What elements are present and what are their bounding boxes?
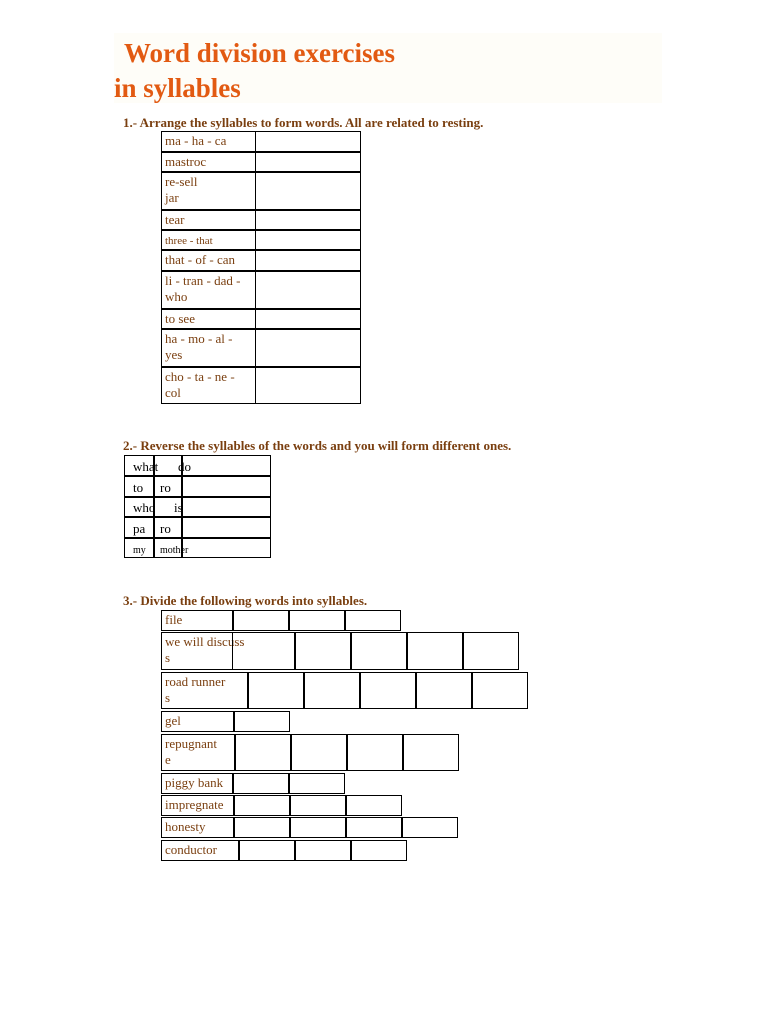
word-cell [161, 711, 234, 732]
second-syllable: ro [160, 521, 171, 536]
syllable-box[interactable] [234, 817, 290, 838]
syllable-box[interactable] [295, 632, 351, 670]
syllables-cell: to see [161, 309, 256, 329]
syllable-box[interactable] [360, 672, 416, 709]
syllables-cell: cho - ta - ne - col [161, 367, 256, 404]
syllables-cell: ma - ha - ca [161, 131, 256, 152]
syllables-cell: that - of - can [161, 250, 256, 271]
syllable-box[interactable] [290, 795, 346, 816]
answer-cell[interactable] [255, 250, 361, 271]
syllable-box[interactable] [234, 795, 290, 816]
word-text: gel [165, 713, 181, 728]
first-syllable: my [133, 545, 146, 556]
word-text: honesty [165, 819, 206, 834]
syllables-cell: three - that [161, 230, 256, 250]
syllable-box[interactable] [472, 672, 528, 709]
word-text: impregnate [165, 797, 224, 812]
word-text: repugnant [165, 736, 217, 751]
word-wrap-text: e [165, 752, 171, 767]
word-cell [161, 817, 234, 838]
syllable-box[interactable] [235, 734, 291, 771]
word-text: file [165, 612, 183, 627]
syllable-box[interactable] [351, 632, 407, 670]
column-divider [181, 455, 183, 558]
syllable-box[interactable] [345, 610, 401, 631]
syllable-box[interactable] [289, 773, 345, 794]
first-syllable: what [133, 459, 159, 474]
first-syllable: who [133, 500, 156, 515]
answer-cell[interactable] [255, 309, 361, 329]
word-cell [161, 795, 234, 816]
answer-cell[interactable] [255, 131, 361, 152]
word-text: piggy bank [165, 775, 224, 790]
syllable-box[interactable] [402, 817, 458, 838]
reverse-row[interactable] [124, 476, 271, 497]
syllable-box[interactable] [234, 711, 290, 732]
page-title-line-2: in syllables [114, 73, 241, 103]
answer-cell[interactable] [255, 172, 361, 210]
word-cell [161, 734, 235, 771]
word-cell [161, 672, 248, 709]
syllable-box[interactable] [304, 672, 360, 709]
syllable-box[interactable] [295, 840, 351, 861]
word-wrap-text: s [165, 690, 171, 705]
word-text: conductor [165, 842, 217, 857]
syllable-box[interactable] [233, 610, 289, 631]
column-divider [153, 455, 155, 558]
word-cell [161, 610, 233, 631]
word-wrap-text: s [165, 650, 171, 665]
syllable-box[interactable] [290, 817, 346, 838]
syllable-box[interactable] [351, 840, 407, 861]
word-divider [161, 632, 233, 670]
syllable-box[interactable] [463, 632, 519, 670]
syllables-cell: li - tran - dad - who [161, 271, 256, 309]
syllables-cell: ha - mo - al - yes [161, 329, 256, 367]
syllable-box[interactable] [346, 795, 402, 816]
word-cell [161, 840, 239, 861]
syllable-box[interactable] [347, 734, 403, 771]
syllable-box[interactable] [233, 773, 289, 794]
exercise-1-instruction: 1.- Arrange the syllables to form words. All are related to resting. [123, 115, 484, 130]
syllable-box[interactable] [407, 632, 463, 670]
syllables-cell: mastroc [161, 152, 256, 172]
second-syllable: is [174, 500, 183, 515]
exercise-2-instruction: 2.- Reverse the syllables of the words and you will form different ones. [123, 438, 512, 453]
first-syllable: pa [133, 521, 146, 536]
second-syllable: ro [160, 480, 171, 495]
syllables-cell: tear [161, 210, 256, 230]
syllable-box[interactable] [291, 734, 347, 771]
second-syllable: do [178, 459, 191, 474]
syllable-box[interactable] [403, 734, 459, 771]
syllables-cell: re-sell jar [161, 172, 256, 210]
second-syllable: mother [160, 545, 189, 556]
answer-cell[interactable] [255, 210, 361, 230]
reverse-row[interactable] [124, 538, 271, 558]
exercise-3-instruction: 3.- Divide the following words into syllables. [123, 593, 368, 608]
word-cell [161, 773, 233, 794]
answer-cell[interactable] [255, 367, 361, 404]
answer-cell[interactable] [255, 230, 361, 250]
page-title-line-1: Word division exercises [124, 38, 396, 68]
syllable-box[interactable] [416, 672, 472, 709]
first-syllable: to [133, 480, 144, 495]
answer-cell[interactable] [255, 329, 361, 367]
syllable-box[interactable] [346, 817, 402, 838]
word-text: we will discuss [165, 634, 245, 649]
answer-cell[interactable] [255, 152, 361, 172]
syllable-box[interactable] [289, 610, 345, 631]
syllable-box[interactable] [239, 840, 295, 861]
word-text: road runner [165, 674, 226, 689]
syllable-box[interactable] [248, 672, 304, 709]
reverse-row[interactable] [124, 517, 271, 538]
answer-cell[interactable] [255, 271, 361, 309]
